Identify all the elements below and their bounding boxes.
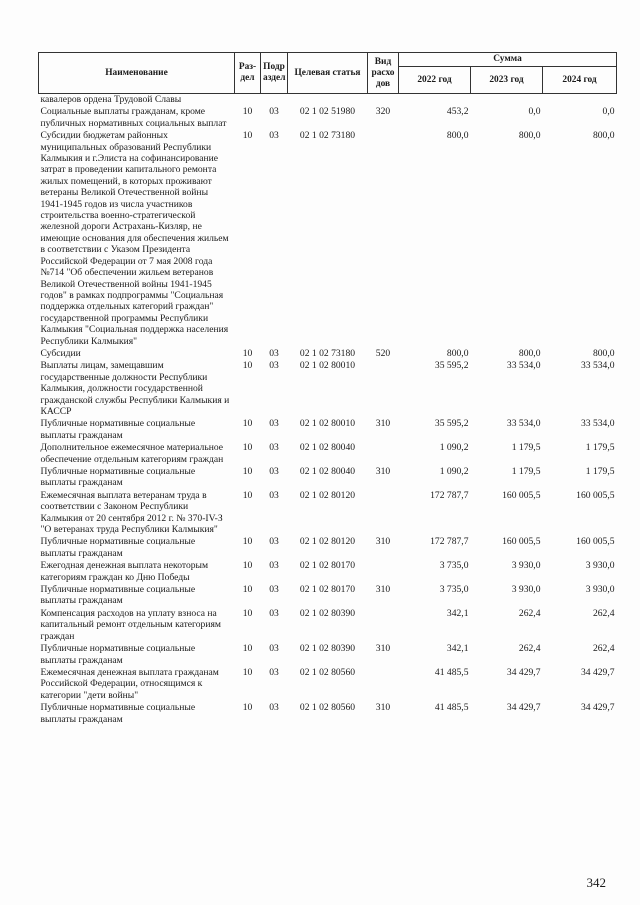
cell-vid: [368, 360, 399, 418]
table-row: [39, 560, 617, 584]
cell-2023: [471, 94, 543, 107]
cell-2024: [543, 94, 617, 107]
cell-name: Дополнительное ежемесячное материальное обеспечение отдельным категориям граждан: [40, 442, 224, 465]
cell-razdel: 10: [242, 560, 253, 572]
cell-razdel: 10: [242, 584, 253, 596]
table-row: [39, 418, 617, 442]
cell-razdel: 10: [242, 347, 253, 359]
cell-2024: 34 429,7: [580, 702, 615, 714]
page-number: 342: [586, 875, 606, 890]
cell-vid: 310: [375, 418, 391, 430]
header-podrazdel: Подр аздел: [261, 53, 288, 94]
header-summa: Сумма: [399, 53, 617, 67]
header-vid: Вид расхо дов: [368, 53, 399, 94]
table-row: [39, 667, 617, 702]
header-name: Наименование: [39, 53, 235, 94]
cell-razdel: 10: [242, 536, 253, 548]
cell-razdel: 10: [242, 360, 253, 372]
cell-2023: 33 534,0: [506, 418, 541, 430]
cell-vid: 320: [375, 106, 391, 118]
cell-2024: 3 930,0: [585, 584, 615, 596]
cell-podrazdel: 03: [269, 489, 279, 501]
cell-target: 02 1 02 80010: [299, 360, 356, 372]
cell-2022: 342,1: [446, 607, 469, 619]
cell-name: Публичные нормативные социальные выплаты гражданам: [40, 466, 196, 489]
cell-podrazdel: 03: [269, 442, 279, 454]
cell-target: 02 1 02 80560: [299, 702, 356, 714]
cell-target: 02 1 02 80010: [299, 418, 356, 430]
cell-name: Субсидии бюджетам районных муниципальных образований Республики Калмыкия и г.Элиста на софинансирование затрат в проведении капитального ремонта жилых помещений, в которых проживают ветераны Великой Отечественной войны 1941-1945 годов из числа участников строительства военно-стратегической железной дороги Астрахань-Кизляр, не имеющие основания для обеспечения жильем в соответствии с Указом Президента Российской Федерации от 7 мая 2008 года №714 "Об обеспечении жильем ветеранов Великой Отечественной войны 1941-1945 годов" в рамках подпрограммы "Социальная поддержка отдельных категорий граждан" государственной программы Республики Калмыкия "Социальная поддержка населения Республики Калмыкия": [40, 130, 229, 347]
document-page: [38, 52, 616, 726]
cell-name: Компенсация расходов на уплату взноса на капитальный ремонт отдельным категориям граждан: [40, 607, 221, 642]
cell-2023: 800,0: [518, 347, 541, 359]
cell-2023: 1 179,5: [511, 466, 541, 477]
cell-2023: 160 005,5: [502, 536, 541, 548]
cell-name: Выплаты лицам, замещавшим государственные должности Республики Калмыкия, должности государственной гражданской службы Республики Калмыкия и КАССР: [40, 360, 230, 417]
cell-razdel: 10: [242, 130, 253, 142]
cell-name: Публичные нормативные социальные выплаты гражданам: [40, 418, 196, 441]
cell-razdel: 10: [242, 607, 253, 619]
cell-target: 02 1 02 80120: [299, 489, 356, 501]
cell-2023: 34 429,7: [506, 702, 541, 714]
table-row: [39, 702, 617, 726]
header-razdel: Раз-дел: [235, 53, 261, 94]
table-row: [39, 608, 617, 643]
cell-vid: 310: [375, 536, 391, 548]
cell-vid: [368, 560, 399, 584]
cell-target: 02 1 02 73180: [299, 347, 356, 359]
cell-2022: 3 735,0: [439, 584, 469, 596]
cell-2023: 33 534,0: [506, 360, 541, 372]
cell-target: [288, 94, 368, 107]
cell-target: 02 1 02 51980: [299, 106, 356, 118]
cell-2024: 160 005,5: [576, 489, 615, 501]
cell-2024: 800,0: [592, 347, 615, 359]
cell-name: Ежемесячная денежная выплата гражданам Российской Федерации, относящимся к категории "дети войны": [40, 666, 219, 701]
cell-razdel: 10: [242, 466, 253, 477]
cell-2024: 800,0: [592, 130, 615, 142]
cell-razdel: 10: [242, 418, 253, 430]
cell-target: 02 1 02 73180: [299, 130, 356, 142]
cell-podrazdel: [261, 94, 288, 107]
cell-name: Субсидии: [40, 347, 81, 359]
cell-2022: 35 595,2: [434, 418, 469, 430]
cell-2022: 800,0: [446, 130, 469, 142]
cell-2023: 160 005,5: [502, 489, 541, 501]
cell-vid: [368, 94, 399, 107]
header-year-2023: 2023 год: [471, 67, 543, 94]
cell-2022: 41 485,5: [434, 702, 469, 714]
cell-2024: 33 534,0: [580, 360, 615, 372]
cell-2024: 1 179,5: [585, 442, 615, 454]
cell-podrazdel: 03: [269, 130, 279, 142]
cell-2023: 3 930,0: [511, 584, 541, 596]
cell-podrazdel: 03: [269, 607, 279, 619]
cell-2023: 262,4: [518, 643, 541, 655]
cell-name: Ежегодная денежная выплата некоторым категориям граждан ко Дню Победы: [40, 560, 209, 583]
cell-2022: 1 090,2: [439, 442, 469, 454]
cell-podrazdel: 03: [269, 666, 279, 678]
table-body: [39, 94, 617, 726]
cell-2024: 34 429,7: [580, 666, 615, 678]
cell-2024: 262,4: [592, 607, 615, 619]
cell-vid: [368, 667, 399, 702]
cell-2022: 41 485,5: [434, 666, 469, 678]
table-header: [39, 53, 617, 94]
cell-name: кавалеров ордена Трудовой Славы: [40, 94, 182, 105]
cell-name: Социальные выплаты гражданам, кроме публичных нормативных социальных выплат: [40, 106, 227, 129]
cell-2023: 800,0: [518, 130, 541, 142]
cell-2023: 1 179,5: [511, 442, 541, 454]
cell-2022: 172 787,7: [430, 489, 469, 501]
cell-name: Ежемесячная выплата ветеранам труда в соответствии с Законом Республики Калмыкия от 20 сентября 2012 г. № 370-IV-З "О ветеранах труда Республики Калмыкия": [40, 489, 223, 536]
cell-2024: 3 930,0: [585, 560, 615, 572]
cell-vid: 310: [375, 466, 391, 477]
table-row: [39, 94, 617, 107]
cell-2022: 800,0: [446, 347, 469, 359]
cell-vid: 520: [375, 347, 391, 359]
cell-razdel: 10: [242, 442, 253, 454]
cell-podrazdel: 03: [269, 560, 279, 572]
cell-razdel: 10: [242, 489, 253, 501]
cell-name: Публичные нормативные социальные выплаты гражданам: [40, 584, 196, 607]
cell-vid: [368, 490, 399, 537]
cell-target: 02 1 02 80390: [299, 643, 356, 655]
cell-podrazdel: 03: [269, 702, 279, 714]
header-target: Целевая статья: [288, 53, 368, 94]
table-row: [39, 643, 617, 667]
cell-target: 02 1 02 80040: [299, 466, 356, 477]
cell-target: 02 1 02 80120: [299, 536, 356, 548]
cell-podrazdel: 03: [269, 360, 279, 372]
cell-podrazdel: 03: [269, 584, 279, 596]
cell-vid: 310: [375, 702, 391, 714]
cell-2024: 1 179,5: [585, 466, 615, 477]
cell-vid: 310: [375, 643, 391, 655]
cell-2023: 3 930,0: [511, 560, 541, 572]
table-row: [39, 584, 617, 608]
cell-podrazdel: 03: [269, 466, 279, 477]
cell-podrazdel: 03: [269, 347, 279, 359]
cell-podrazdel: 03: [269, 418, 279, 430]
cell-vid: [368, 442, 399, 466]
cell-target: 02 1 02 80170: [299, 560, 356, 572]
table-row: [39, 536, 617, 560]
cell-target: 02 1 02 80390: [299, 607, 356, 619]
header-year-2022: 2022 год: [399, 67, 471, 94]
cell-2022: [399, 94, 471, 107]
table-row: [39, 466, 617, 490]
cell-2022: 1 090,2: [439, 466, 469, 477]
cell-2022: 342,1: [446, 643, 469, 655]
cell-vid: 310: [375, 584, 391, 596]
cell-name: Публичные нормативные социальные выплаты гражданам: [40, 536, 196, 559]
budget-table: [38, 52, 617, 726]
table-row: [39, 442, 617, 466]
cell-podrazdel: 03: [269, 643, 279, 655]
table-row: [39, 130, 617, 348]
cell-2023: 262,4: [518, 607, 541, 619]
cell-vid: [368, 130, 399, 348]
cell-2024: 0,0: [602, 106, 615, 118]
table-row: [39, 360, 617, 418]
header-year-2024: 2024 год: [543, 67, 617, 94]
cell-razdel: 10: [242, 666, 253, 678]
cell-target: 02 1 02 80040: [299, 442, 356, 454]
cell-razdel: 10: [242, 106, 253, 118]
cell-2024: 33 534,0: [580, 418, 615, 430]
cell-podrazdel: 03: [269, 536, 279, 548]
cell-2024: 160 005,5: [576, 536, 615, 548]
cell-razdel: 10: [242, 702, 253, 714]
cell-2023: 34 429,7: [506, 666, 541, 678]
cell-name: Публичные нормативные социальные выплаты гражданам: [40, 702, 196, 725]
cell-2023: 0,0: [528, 106, 541, 118]
table-row: [39, 348, 617, 360]
cell-vid: [368, 608, 399, 643]
cell-razdel: [235, 94, 261, 107]
cell-razdel: 10: [242, 643, 253, 655]
cell-target: 02 1 02 80560: [299, 666, 356, 678]
cell-target: 02 1 02 80170: [299, 584, 356, 596]
cell-2024: 262,4: [592, 643, 615, 655]
cell-2022: 172 787,7: [430, 536, 469, 548]
cell-name: Публичные нормативные социальные выплаты гражданам: [40, 643, 196, 666]
cell-2022: 3 735,0: [439, 560, 469, 572]
table-row: [39, 490, 617, 537]
cell-2022: 453,2: [446, 106, 469, 118]
cell-2022: 35 595,2: [434, 360, 469, 372]
cell-podrazdel: 03: [269, 106, 279, 118]
table-row: [39, 106, 617, 130]
